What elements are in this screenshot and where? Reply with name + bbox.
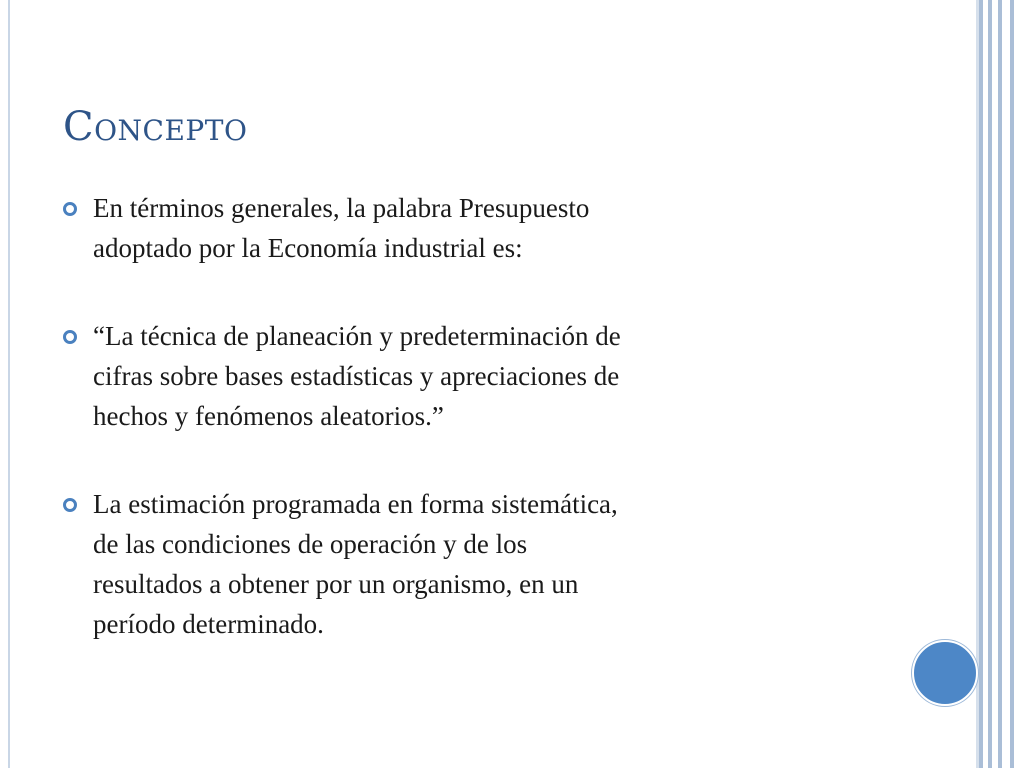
bullet-text: La estimación programada en forma sistemática, de las condiciones de operación y de los resultados a obtener por un organismo, en un período determinado. bbox=[93, 489, 618, 639]
ring-bullet-icon bbox=[63, 498, 77, 512]
bullet-item bbox=[63, 316, 903, 436]
decorative-circle bbox=[912, 640, 978, 706]
bullet-item bbox=[63, 188, 903, 268]
bullet-text: En términos generales, la palabra Presupuesto adoptado por la Economía industrial es: bbox=[93, 193, 590, 263]
bullet-list bbox=[63, 188, 903, 644]
left-border-line bbox=[8, 0, 10, 768]
ring-bullet-icon bbox=[63, 330, 77, 344]
slide-title: Concepto bbox=[63, 104, 248, 150]
right-stripe bbox=[1014, 0, 1024, 768]
bullet-item bbox=[63, 484, 903, 644]
right-stripe bbox=[1002, 0, 1010, 768]
bullet-text: “La técnica de planeación y predeterminación de cifras sobre bases estadísticas y apreciaciones de hechos y fenómenos aleatorios.” bbox=[93, 321, 621, 431]
ring-bullet-icon bbox=[63, 202, 77, 216]
